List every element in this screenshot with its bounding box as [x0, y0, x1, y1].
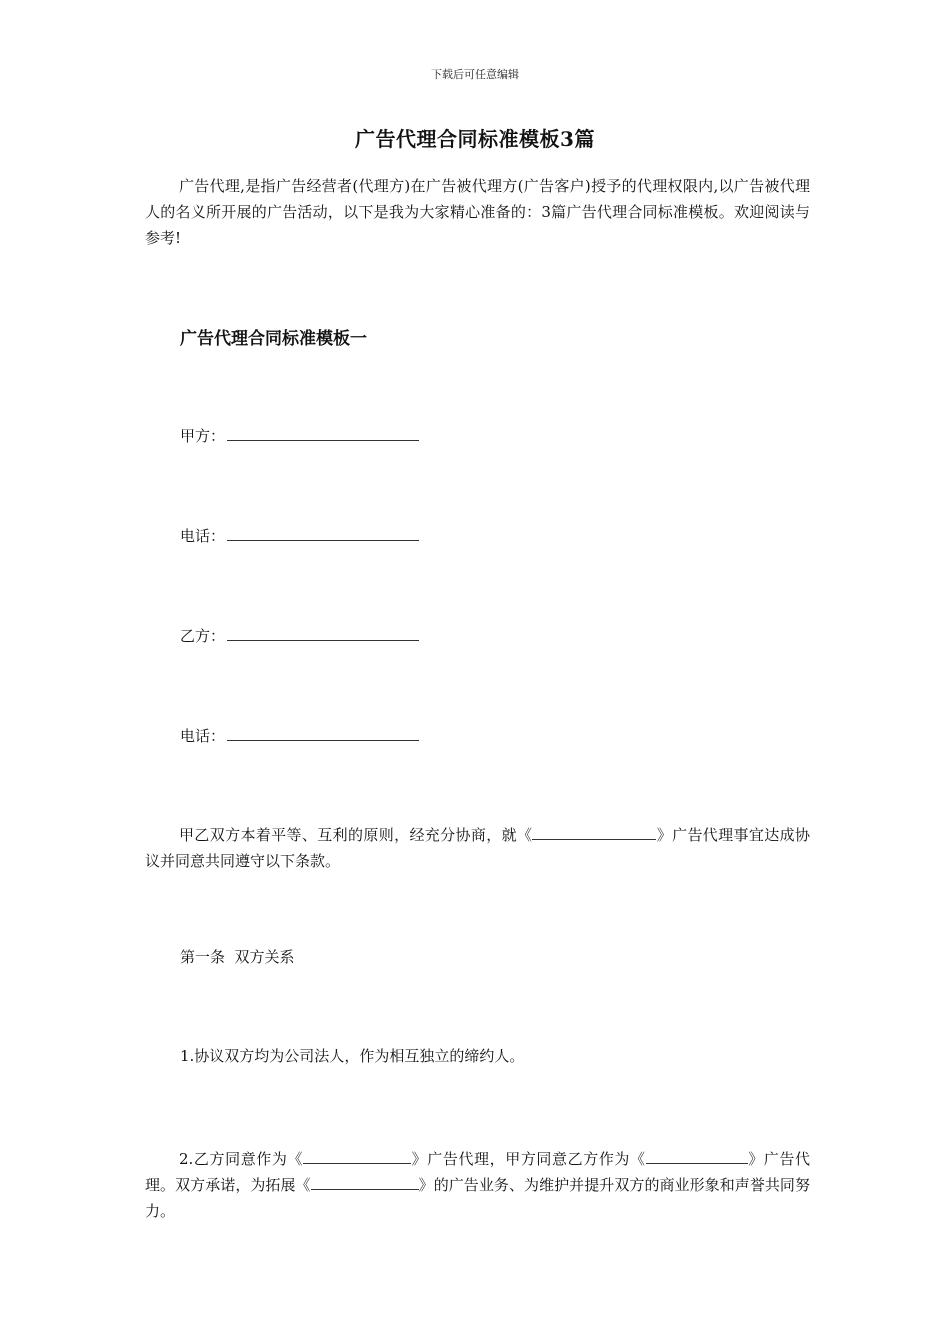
article-1-title: 第一条 双方关系 — [180, 948, 295, 966]
document-title: 广告代理合同标准模板3篇 — [355, 127, 595, 151]
header-note: 下载后可任意编辑 — [431, 68, 519, 81]
party-b-label: 乙方： — [180, 627, 226, 645]
agreement-text-before: 甲乙双方本着平等、互利的原则，经充分协商，就《 — [179, 826, 533, 844]
phone-a-blank — [227, 524, 419, 541]
clause-2-blank-1 — [303, 1148, 411, 1164]
phone-b-label: 电话： — [180, 727, 226, 745]
agreement-text-after: 》广告代理事宜达成协议并同意共同遵守以下条款。 — [145, 826, 810, 870]
party-b-field — [180, 624, 419, 648]
clause-1: 1.协议双方均为公司法人，作为相互独立的缔约人。 — [180, 1047, 525, 1065]
intro-paragraph: 广告代理,是指广告经营者(代理方)在广告被代理方(广告客户)授予的代理权限内,以广告被代理人的名义所开展的广告活动，以下是我为大家精心准备的：3篇广告代理合同标准模板。欢迎阅读与参考! — [145, 177, 810, 247]
clause-2 — [145, 1146, 810, 1224]
agreement-paragraph — [145, 822, 810, 874]
clause-2-blank-3 — [311, 1174, 419, 1190]
party-a-blank — [227, 424, 419, 441]
party-b-blank — [227, 624, 419, 641]
section-heading: 广告代理合同标准模板一 — [180, 329, 367, 349]
party-a-label: 甲方： — [180, 427, 226, 445]
clause-2-part-2: 》广告代理，甲方同意乙方作为《 — [411, 1150, 646, 1168]
clause-2-blank-2 — [646, 1148, 748, 1164]
clause-2-part-3: 》广告代理。双方承诺，为拓展《 — [145, 1150, 810, 1194]
party-a-field — [180, 424, 419, 448]
clause-2-part-1: 2.乙方同意作为《 — [179, 1150, 304, 1168]
phone-a-label: 电话： — [180, 527, 226, 545]
phone-a-field — [180, 524, 419, 548]
phone-b-field — [180, 724, 419, 748]
clause-2-part-4: 》的广告业务、为维护并提升双方的商业形象和声誉共同努力。 — [145, 1176, 810, 1220]
ad-name-blank — [532, 824, 656, 840]
phone-b-blank — [227, 724, 419, 741]
